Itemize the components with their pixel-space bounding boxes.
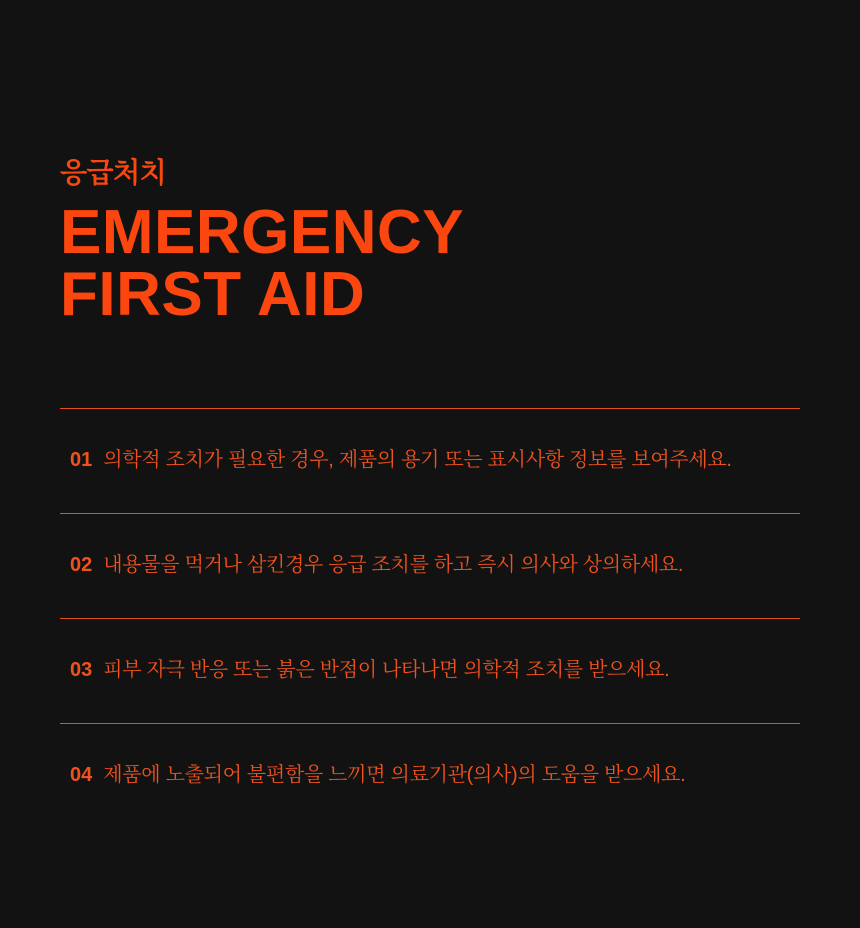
list-item (60, 408, 800, 513)
subtitle-korean: 응급처치 (60, 157, 167, 188)
item-text: 내용물을 먹거나 삼킨경우 응급 조치를 하고 즉시 의사와 상의하세요. (103, 554, 684, 576)
page-title-line1: EMERGENCY (60, 198, 465, 267)
page-title-line2: FIRST AID (60, 260, 366, 329)
item-text: 피부 자극 반응 또는 붉은 반점이 나타나면 의학적 조치를 받으세요. (103, 659, 670, 681)
item-number: 04 (70, 764, 93, 786)
page-title (60, 198, 800, 329)
item-text: 제품에 노출되어 불편함을 느끼면 의료기관(의사)의 도움을 받으세요. (103, 764, 686, 786)
item-text: 의학적 조치가 필요한 경우, 제품의 용기 또는 표시사항 정보를 보여주세요. (103, 449, 732, 471)
list-item (60, 723, 800, 828)
instruction-list (60, 408, 800, 828)
item-number: 03 (70, 659, 93, 681)
list-item (60, 513, 800, 618)
list-item (60, 618, 800, 723)
item-number: 02 (70, 554, 93, 576)
item-number: 01 (70, 449, 93, 471)
